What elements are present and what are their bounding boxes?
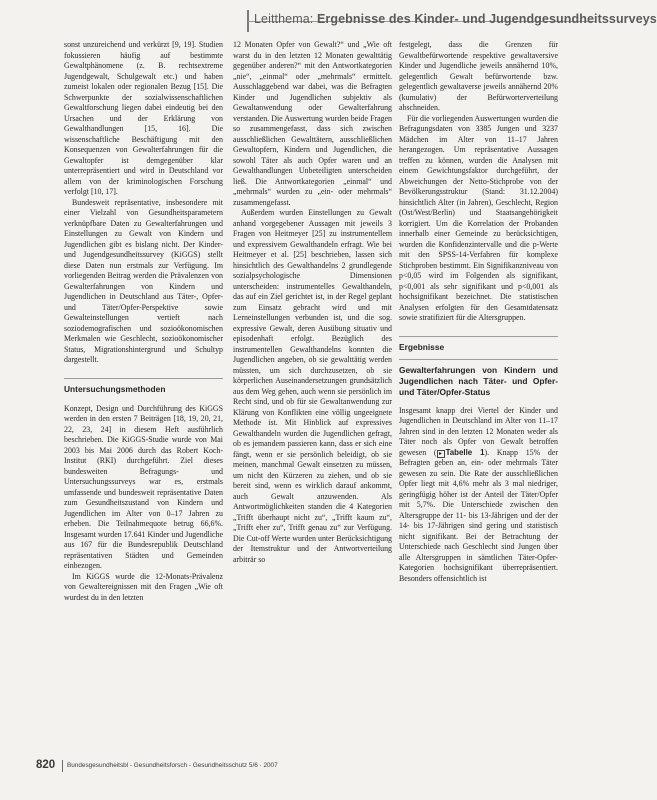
page-number: 820 <box>36 759 56 771</box>
paragraph: Für die vorliegenden Auswertungen wurden die Befragungsdaten von 3385 Jungen und 3237 Mädchen im Alter von 11–17 Jahren herangezogen. Um repräsentative Aussagen treffen zu können, wurden die Analysen mit einem Gewichtungsfaktor durchgeführt, der Abweichungen der Netto-Stichprobe von der Bevölkerungsstruktur (Stand: 31.12.2004) hinsichtlich Alter (in Jahren), Geschlecht, Region (Ost/West/Berlin) und Staatsangehörigkeit korrigiert. Um die Korrelation der Probanden innerhalb einer Gemeinde zu berücksichtigen, wurden die Konfidenzintervalle und die p-Werte mit den SPSS-14-Verfahren für komplexe Stichproben bestimmt. Ein Signifikanzniveau von p<0,05 wird im Folgenden als signifikant, p<0,001 als sehr signifikant und p<0,001 als hochsignifikant bezeichnet. Die statistischen Analysen erfolgten für den Gesamtdatensatz sowie stratifiziert für die Altersgruppen. <box>399 113 558 322</box>
section-heading-methods: Untersuchungsmethoden <box>64 383 166 394</box>
paragraph: Im KiGGS wurde die 12-Monats-Prävalenz von Gewaltereignissen mit den Fragen „Wie oft wurdest du in den letzten <box>64 571 223 602</box>
page-footer <box>36 759 556 775</box>
table-icon: ▸ <box>437 450 445 458</box>
column-left <box>64 40 223 603</box>
header-title: Leitthema: Ergebnisse des Kinder- und Jugendgesundheitssurveys <box>254 12 657 26</box>
subsection-heading: Gewalterfahrungen von Kindern und Jugendlichen nach Täter- und Opfer- und Täter/Opfer-Status <box>399 364 558 397</box>
section-heading-results: Ergebnisse <box>399 341 445 352</box>
column-right <box>399 40 558 584</box>
footer-divider <box>62 760 63 772</box>
table-reference-link[interactable]: Tabelle 1 <box>445 447 485 457</box>
paragraph: festgelegt, dass die Grenzen für Gewaltbefürwortende respektive gewaltaversive Kinder und Jugendliche jeweils annähernd 10%, gelegentlich Gewalt befürwortende bzw. gelegentlich gewaltaverse jeweils annähernd 20% (kumulativ) der Befürworterverteilung abschneiden. <box>399 40 558 112</box>
paragraph: Außerdem wurden Einstellungen zu Gewalt anhand vorgegebener Aussagen mit jeweils 3 Fragen von Heitmeyer [25] zu instrumentellem und expressivem Gewalthandeln erfragt. Wie bei Heitmeyer et al. [25] beschrieben, lassen sich hinsichtlich des Gewalthandelns 2 grundlegende sozialpsychologische Dimensionen unterscheiden: instrumentelles Gewalthandeln, das auf ein Ziel gerichtet ist, in der Regel geplant zum Einsatz gebracht wird und mit Lerneinstellungen verbunden ist, und die sog. expressive Gewalt, deren Ausübung situativ und episodenhaft erfolgt. Bezüglich des instrumentellen Gewalthandelns konnten die Jugendlichen angeben, ob sie gewalttätig werden müssten, um sich durchzusetzen, ob sie körperlichen Auseinandersetzungen grundsätzlich aus dem Weg gehen, auch wenn sie persönlich im Recht sind, und ob für sie Gewaltanwendung zur Klärung von Konflikten eine völlig ungeeignete Methode ist. Mit Hinblick auf expressives Gewalthandeln wurden die Jugendlichen gefragt, ob es jemandem passieren kann, dass er sich eine fängt, wenn er sie persönlich beleidigt, ob sie meinen, manchmal Gewalt einsetzen zu müssen, um nicht den Kürzeren zu ziehen, und ob sie bereit sind, wenn es wirklich darauf ankommt, auch Gewalt anzuwenden. Als Antwortmöglichkeiten standen die 4 Kategorien „Trifft überhaupt nicht zu“, „Trifft kaum zu“, „Trifft eher zu“, Trifft genau zu“ zur Verfügung. Die Cut-off Werte wurden unter Berücksichtigung der Itemstruktur und der Antwortverteilung arbiträr so <box>233 208 392 564</box>
paragraph: Bundesweit repräsentative, insbesondere mit einer Vielzahl von Gesundheitsparametern verknüpfbare Daten zu Gewalterfahrungen und Einstellungen zu Gewalt von Kindern und Jugendlichen gibt es bislang nicht. Der Kinder- und Jugendgesundheitssurvey (KiGGS) stellt diese Daten nun erstmals zur Verfügung. Im vorliegenden Beitrag werden die Prävalenzen von Gewalterfahrungen von Kindern und Jugendlichen in Deutschland aus Täter-, Opfer- und Täter/Opfer-Perspektive sowie Gewalteinstellungen vertieft nach soziodemografischen und sozioökonomischen Merkmalen wie Geschlecht, sozioökonomischer Status, Migrationshintergrund und Schultyp dargestellt. <box>64 197 223 364</box>
running-header <box>0 10 657 32</box>
journal-citation: Bundesgesundheitsbl - Gesundheitsforsch - Gesundheitsschutz 5/6 · 2007 <box>67 762 278 769</box>
paragraph: sonst unzureichend und verkürzt [9, 19]. Studien fokussieren häufig auf bestimmte Gewaltphänomene (z. B. rechtsextreme Jugendgewalt, Schulgewalt etc.) und haben zumeist lokalen oder regionalen Bezug [15]. Die Schwerpunkte der sozialwissenschaftlichen Gewaltforschung liegen dabei eindeutig bei den Ursachen und der Erklärung von Gewalthandlungen [15, 16]. Die wissenschaftliche Beschäftigung mit den Konsequenzen von Gewalterfahrungen für die Gewaltopfer ist demgegenüber klar unterrepräsentiert und wird in Deutschland vor allem von der kriminologischen Forschung verfolgt [10, 17]. <box>64 40 223 196</box>
paragraph: 12 Monaten Opfer von Gewalt?“ und „Wie oft warst du in den letzten 12 Monaten gewalttätig gegenüber anderen?“ mit den Antwortkategorien „nie“, „einmal“ oder „mehrmals“ ermittelt. Ausschlaggebend war dabei, was die Befragten Kinder und Jugendlichen subjektiv als Gewaltanwendung oder Gewalterfahrung verstanden. Die Auswertung wurden beide Fragen so zusammengefasst, dass sich zwischen ausschließlichen Gewalttätern, ausschließlichen Gewaltopfern, Kindern und Jugendlichen, die sowohl Täter als auch Opfer waren und an Gewalthandlungen Unbeteiligten unterscheiden ließ. Die Antwortkategorien „einmal“ und „mehrmals“ wurden zu „ein- oder mehrmals“ zusammengefasst. <box>233 40 392 207</box>
paragraph: Insgesamt knapp drei Viertel der Kinder und Jugendlichen in Deutschland im Alter von 11–17 Jahren sind in den letzten 12 Monaten weder als Täter noch als Opfer von Gewalt betroffen gewesen ( ▸ Tabelle 1). Knapp 15% der Befragten geben an, ein- oder mehrmals Täter gewesen zu sein. Die Rate der ausschließlichen Opfer liegt mit 4,6% mehr als 3 mal niedriger, geringfügig höher ist der Anteil der Täter/Opfer mit 5,7%. Die Unterschiede zwischen den Altersgruppe der 11- bis 13-Jährigen und der der 14- bis 17-Jährigen sind gering und statistisch nicht signifikant. Bei der Betrachtung der Unterschiede nach Geschlecht sind Jungen über alle Altersgruppen in sämtlichen Täter-Opfer-Kategorien hochsignifikant überrepräsentiert. Besonders offensichtlich ist <box>399 405 559 583</box>
column-middle <box>233 40 392 565</box>
paragraph: Konzept, Design und Durchführung des KiGGS werden in den ersten 7 Beiträgen [18, 19, 20, 21, 22, 23, 24] in diesem Heft ausführlich beschrieben. Die KiGGS-Studie wurde von Mai 2003 bis Mai 2006 durch das Robert Koch-Institut (RKI) durchgeführt. Ziel dieses bundesweiten Befragungs- und Untersuchungssurveys war es, erstmals umfassende und bundesweit repräsentative Daten zum Gesundheitszustand von Kindern und Jugendlichen im Alter von 0–17 Jahren zu erheben. Die Teilnahmequote betrug 66,6%. Insgesamt wurden 17.641 Kinder und Jugendliche aus 167 für die Bundesrepublik Deutschland repräsentativen Städten und Gemeinden einbezogen. <box>64 403 223 570</box>
